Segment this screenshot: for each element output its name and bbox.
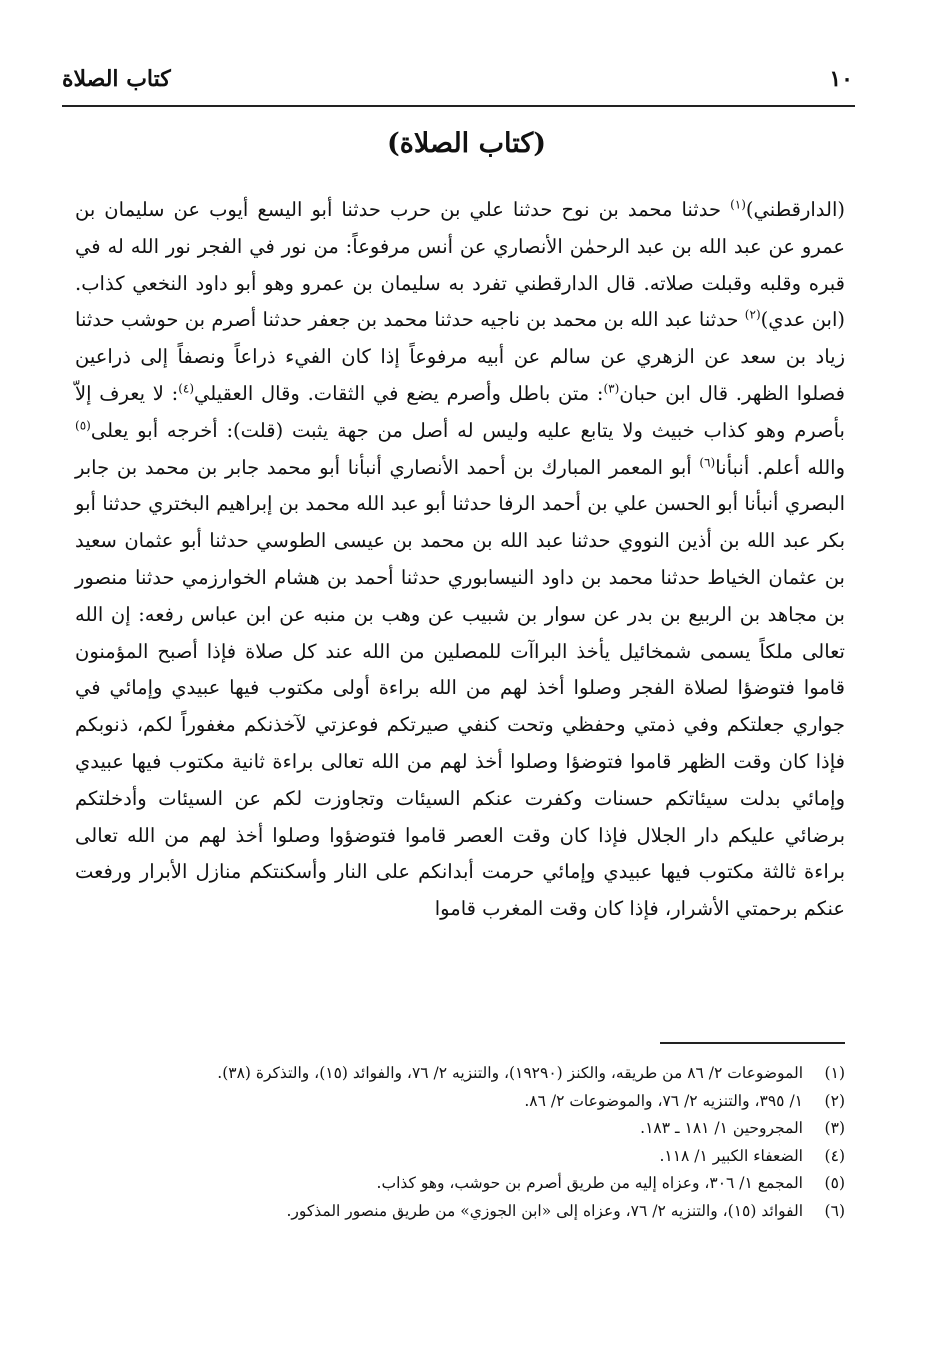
footnote-item [75,1060,845,1088]
footnote-text: المجروحين ١/ ١٨١ ـ ١٨٣. [640,1119,803,1137]
footnote-marker: (٦) [699,455,716,470]
footnote-divider [660,1042,845,1044]
body-paragraph [75,192,845,928]
footnote-number: (٣) [824,1119,845,1137]
running-title: كتاب الصلاة [62,66,171,92]
page-number: ١٠ [829,66,853,92]
footnote-number: (٦) [824,1201,845,1220]
footnote-marker: (٥) [75,418,91,433]
body-text-segment: أبو المعمر المبارك بن أحمد الأنصاري أنبأنا أبو محمد جابر بن محمد بن جابر البصري أنبأنا أبو الحسن علي بن أحمد الرفا حدثنا أبو عبد الله محمد بن إبراهيم البختري حدثنا أبو بكر عبد الله بن أذين النووي حدثنا عبد الله بن محمد بن عيسى الطوسي حدثنا أبو عثمان سعيد بن عثمان الخياط حدثنا محمد بن داود النيسابوري حدثنا أحمد بن هشام الخوارزمي حدثنا منصور بن مجاهد بن الربيع بن بدر عن سوار بن شبيب عن وهب بن منبه عن ابن عباس رفعه: إن الله تعالى ملكاً يسمى شمخائيل يأخذ البراآت للمصلين من الله عند كل صلاة فإذا أصبح المؤمنون قاموا فتوضؤا لصلاة الفجر وصلوا أخذ لهم من الله براءة أولى مكتوب فيها عبيدي وإمائي في جواري جعلتكم وفي ذمتي وحفظي وتحت كنفي صيرتكم فوعزتي لآخذنكم مغفوراً لكم، ذنوبكم فإذا كان وقت الظهر قاموا فتوضؤا وصلوا أخذ لهم من الله تعالى براءة ثانية مكتوب فيها عبيدي وإمائي بدلت سيئاتكم حسنات وكفرت عنكم السيئات وتجاوزت لكم عن السيئات وأدخلتكم برضائي عليكم دار الجلال فإذا كان وقت العصر قاموا فتوضؤوا وصلوا أخذ لهم من الله تعالى براءة ثالثة مكتوب فيها عبيدي وإمائي حرمت أبدانكم على النار وأسكنتكم منازل الأبرار ورفعت عنكم برحمتي الأشرار، فإذا كان وقت المغرب قاموا [75,455,845,921]
footnote-number: (٢) [824,1091,845,1110]
footnote-text: الضعفاء الكبير ١/ ١١٨. [659,1146,803,1165]
footnote-text: الموضوعات ٢/ ٨٦ من طريقه، والكنز (١٩٢٩٠)، والتنزيه ٢/ ٧٦، والفوائد (١٥)، والتذكرة (٣٨). [217,1064,803,1082]
footnote-number: (٥) [824,1174,845,1192]
body-text-segment: حدثنا عبد الله بن محمد بن ناجيه حدثنا محمد بن جعفر حدثنا أصرم بن حوشب حدثنا زياد بن سعد عن الزهري عن سالم عن أبيه مرفوعاً إذا كان الفيء ذراعاً ونصفاً إلى ذراعين فصلوا الظهر. قال ابن حبان [75,308,845,405]
body-text-segment: : لا يعرف إلاّ بأصرم وهو كذاب خبيث ولا يتابع عليه وليس له أصل من جهة يثبت (قلت): أخرجه أبو يعلى [75,381,845,442]
footnote-marker: (٤) [178,381,195,396]
footnote-marker: (٣) [603,381,620,396]
footnote-item [75,1198,845,1226]
footnote-marker: (٢) [744,307,761,322]
header-divider [62,105,855,107]
body-text-segment: : متن باطل وأصرم يضع في الثقات. وقال العقيلي [194,381,604,405]
footnote-number: (١) [824,1064,845,1082]
footnote-item [75,1170,845,1198]
running-head [62,66,853,106]
footnote-item [75,1088,845,1116]
footnote-item [75,1115,845,1143]
footnote-number: (٤) [824,1146,845,1165]
footnote-marker: (١) [730,197,746,212]
footnote-text: ١/ ٣٩٥، والتنزيه ٢/ ٧٦، والموضوعات ٢/ ٨٦. [524,1091,803,1110]
footnotes-list [75,1060,845,1225]
body-text-segment: (الدارقطني) [745,198,845,221]
body-text-segment: حدثنا محمد بن نوح حدثنا علي بن حرب حدثنا أبو اليسع أيوب عن سليمان بن عمرو عن عبد الله بن عبد الرحمٰن الأنصاري عن أنس مرفوعاً: من نور في الفجر نور الله له في قبره وقلبه وقبلت صلاته. قال الدارقطني تفرد به سليمان بن عمرو وهو أبو داود النخعي كذاب. (ابن عدي) [75,198,845,332]
chapter-title: (كتاب الصلاة) [387,128,546,159]
footnote-text: المجمع ١/ ٣٠٦، وعزاه إليه من طريق أصرم بن حوشب، وهو كذاب. [376,1174,803,1192]
body-text-segment: والله أعلم. أنبأنا [715,455,846,479]
footnote-item [75,1143,845,1171]
footnote-text: الفوائد (١٥)، والتنزيه ٢/ ٧٦، وعزاه إلى «ابن الجوزي» من طريق منصور المذكور. [286,1201,803,1220]
